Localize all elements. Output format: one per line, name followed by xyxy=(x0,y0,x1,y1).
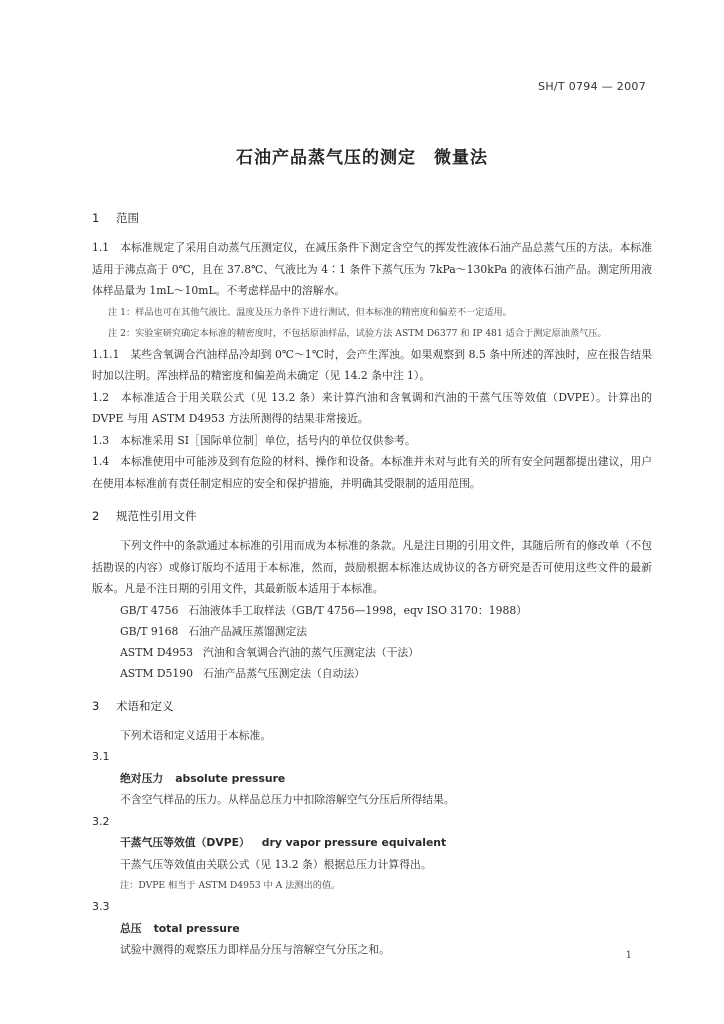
section-heading-terms xyxy=(92,696,652,717)
term-definition: 干蒸气压等效值由关联公式（见 13.2 条）根据总压力计算得出。 xyxy=(120,857,432,871)
section-number: 1 xyxy=(92,211,100,225)
term-number: 3.2 xyxy=(92,814,110,828)
term-name-en: absolute pressure xyxy=(175,771,286,785)
reference-code: GB/T 9168 xyxy=(120,624,179,638)
term-name-zh: 总压 xyxy=(120,921,142,935)
term-definition: 不含空气样品的压力。从样品总压力中扣除溶解空气分压后所得结果。 xyxy=(120,793,455,806)
reference-title: 石油产品蒸气压测定法（自动法） xyxy=(203,666,365,680)
note-2: 注 2：实验室研究确定本标准的精密度时，不包括原油样品，试验方法 ASTM D6377 和 IP 481 适合于测定原油蒸气压。 xyxy=(108,327,607,339)
clause-1-1: 1.1 本标准规定了采用自动蒸气压测定仪，在减压条件下测定含空气的挥发性液体石油产品总蒸气压的方法。本标准适用于沸点高于 0℃，且在 37.8℃、气液比为 4∶1 条件下蒸气压为 7kPa～130kPa 的液体石油产品。测定所用液体样品量为 1mL～10mL。不考虑样品中的溶解水。 xyxy=(92,241,652,297)
section-heading-scope xyxy=(92,208,652,229)
reference-item xyxy=(92,621,652,642)
reference-item xyxy=(92,642,652,663)
clause-1-2: 1.2 本标准适合于用关联公式（见 13.2 条）来计算汽油和含氧调和汽油的干蒸气压等效值（DVPE）。计算出的 DVPE 与用 ASTM D4953 方法所测得的结果非常接近。 xyxy=(92,390,652,425)
reference-item xyxy=(92,600,652,621)
section-title: 范围 xyxy=(116,211,139,225)
reference-title: 石油产品减压蒸馏测定法 xyxy=(188,624,308,638)
standard-number: SH/T 0794 — 2007 xyxy=(538,80,646,93)
term-name-en: total pressure xyxy=(153,921,240,935)
document-title: 石油产品蒸气压的测定 微量法 xyxy=(236,148,488,168)
document-body xyxy=(92,208,652,961)
terms-intro: 下列术语和定义适用于本标准。 xyxy=(120,728,272,742)
term-note: 注：DVPE 相当于 ASTM D4953 中 A 法测出的值。 xyxy=(120,880,341,891)
clause-1-1-1: 1.1.1 某些含氧调合汽油样品冷却到 0℃～1℃时，会产生浑浊。如果观察到 8.5 条中所述的浑浊时，应在报告结果时加以注明。浑浊样品的精密度和偏差尚未确定（见 14.2 条中注 1）。 xyxy=(92,347,652,382)
section-heading-references xyxy=(92,506,652,527)
term-name xyxy=(92,768,652,790)
term-name-zh: 干蒸气压等效值（DVPE） xyxy=(120,836,250,849)
references-intro: 下列文件中的条款通过本标准的引用而成为本标准的条款。凡是注日期的引用文件，其随后所有的修改单（不包括勘误的内容）或修订版均不适用于本标准，然而，鼓励根据本标准达成协议的各方研究是否可使用这些文件的最新版本。凡是不注日期的引用文件，其最新版本适用于本标准。 xyxy=(92,539,652,595)
clause-1-3: 1.3 本标准采用 SI［国际单位制］单位，括号内的单位仅供参考。 xyxy=(92,433,416,447)
reference-code: ASTM D4953 xyxy=(120,645,194,659)
term-number: 3.3 xyxy=(92,900,110,913)
reference-code: ASTM D5190 xyxy=(120,666,194,680)
section-number: 3 xyxy=(92,698,100,713)
clause-1-4: 1.4 本标准使用中可能涉及到有危险的材料、操作和设备。本标准并未对与此有关的所有安全问题都提出建议，用户在使用本标准前有责任制定相应的安全和保护措施，并明确其受限制的适用范围。 xyxy=(92,455,652,490)
term-name xyxy=(92,918,652,940)
term-definition: 试验中测得的观察压力即样品分压与溶解空气分压之和。 xyxy=(120,943,390,956)
section-number: 2 xyxy=(92,509,100,523)
section-title: 规范性引用文件 xyxy=(116,509,197,523)
reference-item xyxy=(92,663,652,684)
reference-title: 石油液体手工取样法（GB/T 4756—1998，eqv ISO 3170：1988） xyxy=(188,603,527,617)
term-number: 3.1 xyxy=(92,750,110,763)
page-number: 1 xyxy=(625,950,632,961)
section-title: 术语和定义 xyxy=(116,698,174,713)
term-name-zh: 绝对压力 xyxy=(120,771,164,785)
reference-code: GB/T 4756 xyxy=(120,603,179,617)
note-1: 注 1：样品也可在其他气液比、温度及压力条件下进行测试，但本标准的精密度和偏差不一定适用。 xyxy=(108,306,512,318)
term-name xyxy=(92,832,652,854)
reference-title: 汽油和含氧调合汽油的蒸气压测定法（干法） xyxy=(203,645,419,659)
term-name-en: dry vapor pressure equivalent xyxy=(261,836,447,849)
